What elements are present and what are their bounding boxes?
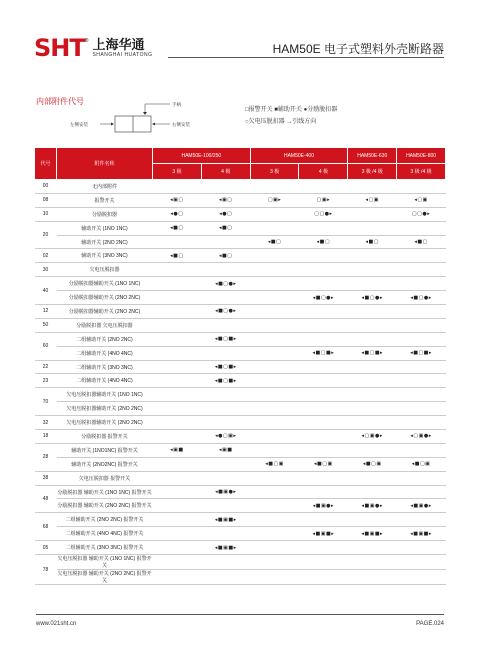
- wiring-symbol-cell: ▢▣▸: [250, 193, 299, 207]
- header-pole: 3 极 /4 极: [397, 164, 446, 180]
- wiring-symbol-cell: ◂■▢■▸: [201, 332, 250, 346]
- table-row: [35, 485, 446, 499]
- header-pole: 3 极: [153, 164, 202, 180]
- accessory-code: 12: [35, 305, 57, 319]
- wiring-symbol-cell: [201, 180, 250, 194]
- accessory-name: 欠电压脱扣器辅助开关 (1NO 1NC): [57, 388, 153, 402]
- wiring-symbol-cell: ◂■▢■▸: [201, 360, 250, 374]
- wiring-symbol-cell: [348, 249, 397, 263]
- header-name: 附件名称: [57, 148, 153, 180]
- accessory-name: 分励脱扣器 辅助开关 (2NO 2NC) 报警开关: [57, 499, 153, 513]
- accessory-name: 分励脱扣器 欠电压脱扣器: [57, 318, 153, 332]
- wiring-symbol-cell: ◂■▣■▸: [201, 541, 250, 555]
- table-row: [35, 527, 446, 541]
- wiring-symbol-cell: [348, 416, 397, 430]
- wiring-symbol-cell: [153, 570, 202, 585]
- wiring-symbol-cell: ◂■▢▣: [397, 457, 446, 471]
- wiring-symbol-cell: [153, 235, 202, 249]
- wiring-symbol-cell: [299, 249, 348, 263]
- wiring-symbol-cell: [348, 471, 397, 485]
- symbol-legend: [245, 104, 337, 128]
- handle-label: 手柄: [172, 102, 181, 107]
- wiring-symbol-cell: [397, 374, 446, 388]
- wiring-symbol-cell: ◂■▢: [153, 249, 202, 263]
- table-row: [35, 332, 446, 346]
- wiring-symbol-cell: ▢▣▸: [299, 193, 348, 207]
- wiring-symbol-cell: [201, 291, 250, 305]
- wiring-symbol-cell: ◂■▢●▸: [348, 291, 397, 305]
- wiring-symbol-cell: [201, 570, 250, 585]
- wiring-symbol-cell: ◂■▢: [397, 235, 446, 249]
- footer-page-number: PAGE.024: [416, 621, 444, 627]
- accessory-name: 二组辅助开关 (3NO 3NC) 报警开关: [57, 541, 153, 555]
- wiring-symbol-cell: [397, 249, 446, 263]
- wiring-symbol-cell: [348, 485, 397, 499]
- wiring-symbol-cell: [153, 457, 202, 471]
- wiring-symbol-cell: [397, 277, 446, 291]
- wiring-symbol-cell: [153, 485, 202, 499]
- wiring-symbol-cell: [348, 541, 397, 555]
- brand-name-en: SHANGHAI HUATONG: [92, 52, 153, 58]
- table-row: [35, 374, 446, 388]
- wiring-symbol-cell: [348, 374, 397, 388]
- footer-website: www.021sht.cn: [36, 621, 77, 627]
- wiring-symbol-cell: [201, 457, 250, 471]
- wiring-symbol-cell: [397, 555, 446, 570]
- table-row: [35, 305, 446, 319]
- wiring-symbol-cell: [153, 541, 202, 555]
- table-row: [35, 513, 446, 527]
- wiring-symbol-cell: [250, 277, 299, 291]
- wiring-symbol-cell: [299, 277, 348, 291]
- wiring-symbol-cell: ◂■▢▣: [250, 457, 299, 471]
- header-group-800: HAM50E-800: [397, 148, 446, 164]
- wiring-symbol-cell: ◂▢▣●▸: [348, 430, 397, 444]
- accessory-code: 32: [35, 416, 57, 430]
- wiring-symbol-cell: [250, 221, 299, 235]
- wiring-symbol-cell: [153, 402, 202, 416]
- accessory-code: 48: [35, 485, 57, 513]
- wiring-symbol-cell: [348, 402, 397, 416]
- table-row: [35, 221, 446, 235]
- wiring-symbol-cell: [153, 388, 202, 402]
- table-row: [35, 180, 446, 194]
- header-pole: 4 极: [201, 164, 250, 180]
- table-row: [35, 235, 446, 249]
- accessory-code: 18: [35, 430, 57, 444]
- table-row: [35, 277, 446, 291]
- accessory-name: 无内部附件: [57, 180, 153, 194]
- wiring-symbol-cell: [250, 430, 299, 444]
- wiring-symbol-cell: [348, 555, 397, 570]
- table-row: [35, 555, 446, 570]
- wiring-symbol-cell: ◂■▢▣: [348, 457, 397, 471]
- wiring-symbol-cell: [250, 443, 299, 457]
- wiring-symbol-cell: ◂▣▢: [201, 193, 250, 207]
- wiring-symbol-cell: [397, 443, 446, 457]
- wiring-symbol-cell: [153, 527, 202, 541]
- accessory-name: 分励脱扣器 辅助开关 (1NO 1NC) 报警开关: [57, 485, 153, 499]
- wiring-symbol-cell: [299, 402, 348, 416]
- wiring-symbol-cell: [348, 332, 397, 346]
- accessory-name: 欠电压脱扣器 辅助开关 (1NO 1NC) 报警开关: [57, 556, 152, 570]
- wiring-symbol-cell: ◂■▢■▸: [299, 346, 348, 360]
- section-title: 内部附件代号: [36, 97, 84, 106]
- wiring-symbol-cell: [348, 277, 397, 291]
- wiring-symbol-cell: [348, 360, 397, 374]
- header-pole: 3 极: [250, 164, 299, 180]
- wiring-symbol-cell: [299, 332, 348, 346]
- wiring-symbol-cell: [153, 360, 202, 374]
- wiring-symbol-cell: [299, 430, 348, 444]
- wiring-symbol-cell: [299, 443, 348, 457]
- accessory-name: 欠电压脱扣器 报警开关: [57, 471, 153, 485]
- wiring-symbol-cell: [250, 263, 299, 277]
- header-group-400: HAM50E-400: [250, 148, 348, 164]
- wiring-symbol-cell: [201, 471, 250, 485]
- accessory-name: 欠电压脱扣器: [57, 263, 153, 277]
- wiring-symbol-cell: [153, 291, 202, 305]
- wiring-symbol-cell: [250, 416, 299, 430]
- wiring-symbol-cell: [397, 221, 446, 235]
- accessory-name: 二组辅助开关 (4NO 4NC) 报警开关: [57, 527, 153, 541]
- accessory-code: 60: [35, 332, 57, 360]
- wiring-symbol-cell: [250, 374, 299, 388]
- brand-name: [92, 38, 152, 58]
- accessory-name: 二组辅助开关 (2NO 2NC) 报警开关: [57, 513, 153, 527]
- wiring-symbol-cell: [201, 555, 250, 570]
- wiring-symbol-cell: [299, 555, 348, 570]
- accessory-code: 78: [35, 555, 57, 585]
- wiring-symbol-cell: ◂●▢: [153, 207, 202, 221]
- wiring-symbol-cell: ◂■▣■▸: [201, 513, 250, 527]
- accessory-name: 辅助开关 (2NO 2NC): [57, 235, 153, 249]
- wiring-symbol-cell: [153, 263, 202, 277]
- wiring-symbol-cell: [250, 305, 299, 319]
- wiring-symbol-cell: [250, 360, 299, 374]
- installation-diagram: [70, 100, 240, 140]
- table-row: [35, 443, 446, 457]
- wiring-symbol-cell: [397, 471, 446, 485]
- wiring-symbol-cell: ◂■▣■▸: [348, 527, 397, 541]
- wiring-symbol-cell: ◂■▢▣: [299, 457, 348, 471]
- legend-line-2: ○欠电压脱扣器 →引线方向: [245, 119, 317, 125]
- table-row: [35, 249, 446, 263]
- wiring-symbol-cell: [201, 402, 250, 416]
- accessory-name: 欠电压脱扣器辅助开关 (2NO 2NC): [57, 416, 153, 430]
- wiring-symbol-cell: ◂■▢: [299, 235, 348, 249]
- wiring-symbol-cell: [201, 499, 250, 513]
- wiring-symbol-cell: ◂■▢●▸: [299, 291, 348, 305]
- accessory-table-body: [35, 180, 446, 585]
- wiring-symbol-cell: [250, 332, 299, 346]
- wiring-symbol-cell: [299, 485, 348, 499]
- wiring-symbol-cell: [397, 332, 446, 346]
- wiring-symbol-cell: [299, 318, 348, 332]
- accessory-name: 辅助开关 (3NO 3NC): [57, 249, 153, 263]
- table-row: [35, 388, 446, 402]
- wiring-symbol-cell: [299, 541, 348, 555]
- header-code: 代号: [35, 148, 57, 180]
- wiring-symbol-cell: ◂■▢: [201, 249, 250, 263]
- left-install-label: 左侧安装: [70, 122, 88, 127]
- wiring-symbol-cell: [299, 513, 348, 527]
- wiring-symbol-cell: ◂▢▣: [348, 193, 397, 207]
- table-row: [35, 346, 446, 360]
- header-pole: 3 极 /4 极: [348, 164, 397, 180]
- accessory-code: 20: [35, 221, 57, 249]
- table-row: [35, 416, 446, 430]
- wiring-symbol-cell: ◂■▢: [201, 221, 250, 235]
- accessory-name: 辅助开关 (1NO 1NC): [57, 221, 153, 235]
- accessory-name: 分励脱扣器: [57, 207, 153, 221]
- wiring-symbol-cell: ◂■▢●▸: [201, 305, 250, 319]
- wiring-symbol-cell: [348, 263, 397, 277]
- wiring-symbol-cell: ▢▢●▸: [299, 207, 348, 221]
- wiring-symbol-cell: [397, 402, 446, 416]
- wiring-symbol-cell: [397, 570, 446, 585]
- table-row: [35, 263, 446, 277]
- accessory-name: 二组辅助开关 (3NO 3NC): [57, 360, 153, 374]
- accessory-code: 05: [35, 541, 57, 555]
- accessory-code: 22: [35, 360, 57, 374]
- accessory-code: 02: [35, 249, 57, 263]
- wiring-symbol-cell: [153, 374, 202, 388]
- wiring-symbol-cell: [153, 277, 202, 291]
- wiring-symbol-cell: [250, 388, 299, 402]
- wiring-symbol-cell: ◂■▣●▸: [299, 499, 348, 513]
- wiring-symbol-cell: [348, 443, 397, 457]
- wiring-symbol-cell: [299, 263, 348, 277]
- wiring-symbol-cell: ◂■▢●▸: [397, 291, 446, 305]
- wiring-symbol-cell: [153, 430, 202, 444]
- accessory-code: 10: [35, 207, 57, 221]
- wiring-symbol-cell: [250, 499, 299, 513]
- accessory-code: 28: [35, 443, 57, 471]
- table-row: [35, 457, 446, 471]
- wiring-symbol-cell: ▢▢●▸: [397, 207, 446, 221]
- accessory-name: 二组辅助开关 (2NO 2NC): [57, 332, 153, 346]
- wiring-symbol-cell: ◂●▢: [201, 207, 250, 221]
- wiring-symbol-cell: ◂■▢●▸: [201, 277, 250, 291]
- wiring-symbol-cell: ◂■▣●▸: [397, 499, 446, 513]
- brand-name-cn: 上海华通: [92, 37, 145, 52]
- accessory-name: 欠电压脱扣器 辅助开关 (2NO 2NC) 报警开关: [57, 571, 152, 585]
- header-group-100-250: HAM50E-100/250: [153, 148, 251, 164]
- table-row: [35, 471, 446, 485]
- legend-line-1: □报警开关 ■辅助开关 ●分励脱扣器: [245, 107, 338, 113]
- wiring-symbol-cell: ◂■▢: [153, 221, 202, 235]
- wiring-symbol-cell: [250, 541, 299, 555]
- wiring-symbol-cell: [299, 360, 348, 374]
- right-install-label: 右侧安装: [172, 122, 190, 127]
- wiring-symbol-cell: [153, 513, 202, 527]
- accessory-code: 40: [35, 277, 57, 305]
- wiring-symbol-cell: [153, 471, 202, 485]
- wiring-symbol-cell: [250, 346, 299, 360]
- wiring-symbol-cell: [397, 513, 446, 527]
- accessory-name: 二组辅助开关 (4NO 4NC): [57, 346, 153, 360]
- wiring-symbol-cell: [397, 485, 446, 499]
- accessory-code: 50: [35, 318, 57, 332]
- table-row: [35, 430, 446, 444]
- wiring-symbol-cell: [153, 305, 202, 319]
- wiring-symbol-cell: [153, 180, 202, 194]
- brand-mark: SHT: [34, 34, 85, 62]
- wiring-symbol-cell: ◂▣■: [201, 443, 250, 457]
- wiring-symbol-cell: [250, 513, 299, 527]
- table-row: [35, 318, 446, 332]
- wiring-symbol-cell: [299, 305, 348, 319]
- wiring-symbol-cell: [201, 416, 250, 430]
- wiring-symbol-cell: [153, 555, 202, 570]
- wiring-symbol-cell: ◂▢▣●▸: [397, 430, 446, 444]
- wiring-symbol-cell: [250, 207, 299, 221]
- wiring-symbol-cell: ◂■▣●▸: [348, 499, 397, 513]
- wiring-symbol-cell: [250, 402, 299, 416]
- wiring-symbol-cell: [250, 527, 299, 541]
- wiring-symbol-cell: ◂■▣■▸: [299, 527, 348, 541]
- accessory-name: 分励脱扣器辅助开关 (2NO 2NC): [57, 305, 153, 319]
- wiring-symbol-cell: ◂●▢▣▸: [201, 430, 250, 444]
- accessory-name: 分励脱扣器辅助开关 (1NO 1NC): [57, 277, 153, 291]
- accessory-name: 分励脱扣器 报警开关: [57, 430, 153, 444]
- wiring-symbol-cell: [153, 499, 202, 513]
- wiring-symbol-cell: [397, 318, 446, 332]
- handle-arrow: [143, 112, 147, 115]
- accessory-name: 报警开关: [57, 193, 153, 207]
- accessory-code: 38: [35, 471, 57, 485]
- wiring-symbol-cell: [201, 235, 250, 249]
- table-header-row-groups: [35, 148, 446, 164]
- wiring-symbol-cell: [201, 346, 250, 360]
- wiring-symbol-cell: [397, 416, 446, 430]
- wiring-symbol-cell: [348, 513, 397, 527]
- accessory-name: 辅助开关 (1NO1NC) 报警开关: [57, 443, 153, 457]
- footer-divider: [36, 614, 444, 615]
- wiring-symbol-cell: ◂■▢: [348, 235, 397, 249]
- wiring-symbol-cell: [201, 388, 250, 402]
- wiring-symbol-cell: [250, 471, 299, 485]
- wiring-symbol-cell: [299, 471, 348, 485]
- wiring-symbol-cell: [250, 485, 299, 499]
- accessory-code: 70: [35, 388, 57, 416]
- accessory-code-table: [34, 147, 446, 585]
- table-row: [35, 207, 446, 221]
- header-divider: [168, 57, 444, 58]
- wiring-symbol-cell: ◂■▣■▸: [397, 527, 446, 541]
- wiring-symbol-cell: [397, 360, 446, 374]
- accessory-code: 00: [35, 180, 57, 194]
- wiring-symbol-cell: [153, 346, 202, 360]
- accessory-code: 23: [35, 374, 57, 388]
- wiring-symbol-cell: [250, 180, 299, 194]
- wiring-symbol-cell: [299, 388, 348, 402]
- header-group-630: HAM50E-630: [348, 148, 397, 164]
- wiring-symbol-cell: ◂■▢: [250, 235, 299, 249]
- accessory-name: 分励脱扣器辅助开关 (2NO 2NC): [57, 291, 153, 305]
- accessory-code: 08: [35, 193, 57, 207]
- accessory-name: 欠电压脱扣器辅助开关 (2NO 2NC): [57, 402, 153, 416]
- wiring-symbol-cell: [348, 180, 397, 194]
- table-row: [35, 291, 446, 305]
- wiring-symbol-cell: [250, 318, 299, 332]
- wiring-symbol-cell: [397, 541, 446, 555]
- accessory-code: 30: [35, 263, 57, 277]
- wiring-symbol-cell: [201, 263, 250, 277]
- wiring-symbol-cell: [153, 332, 202, 346]
- wiring-symbol-cell: [299, 180, 348, 194]
- wiring-symbol-cell: [250, 555, 299, 570]
- wiring-symbol-cell: [153, 416, 202, 430]
- wiring-symbol-cell: [397, 388, 446, 402]
- table-row: [35, 360, 446, 374]
- wiring-symbol-cell: [250, 291, 299, 305]
- wiring-symbol-cell: [348, 318, 397, 332]
- wiring-symbol-cell: [299, 570, 348, 585]
- table-row: [35, 193, 446, 207]
- wiring-symbol-cell: [348, 207, 397, 221]
- wiring-symbol-cell: ◂■▢■▸: [397, 346, 446, 360]
- wiring-symbol-cell: [250, 249, 299, 263]
- wiring-symbol-cell: [348, 570, 397, 585]
- header-pole: 4 极: [299, 164, 348, 180]
- wiring-symbol-cell: [201, 318, 250, 332]
- wiring-symbol-cell: [348, 305, 397, 319]
- brand-logo: [34, 34, 152, 62]
- table-row: [35, 570, 446, 585]
- wiring-symbol-cell: [153, 318, 202, 332]
- wiring-symbol-cell: [299, 221, 348, 235]
- accessory-name: 辅助开关 (2NO2NC) 报警开关: [57, 457, 153, 471]
- wiring-symbol-cell: [397, 180, 446, 194]
- table-row: [35, 541, 446, 555]
- wiring-symbol-cell: ◂■▢■▸: [348, 346, 397, 360]
- wiring-symbol-cell: [397, 305, 446, 319]
- wiring-symbol-cell: [348, 221, 397, 235]
- accessory-name: 二组辅助开关 (4NO 4NC): [57, 374, 153, 388]
- document-title: HAM50E 电子式塑料外壳断路器: [272, 42, 444, 56]
- wiring-symbol-cell: [348, 388, 397, 402]
- wiring-symbol-cell: [299, 416, 348, 430]
- wiring-symbol-cell: ◂▣■: [153, 443, 202, 457]
- wiring-symbol-cell: ◂▢▣: [397, 193, 446, 207]
- table-row: [35, 499, 446, 513]
- wiring-symbol-cell: ◂■▢■▸: [201, 374, 250, 388]
- registered-mark: ®: [84, 38, 89, 44]
- wiring-symbol-cell: [201, 527, 250, 541]
- wiring-symbol-cell: ◂■▣●▸: [201, 485, 250, 499]
- wiring-symbol-cell: [299, 374, 348, 388]
- accessory-code: 68: [35, 513, 57, 541]
- wiring-symbol-cell: [250, 570, 299, 585]
- wiring-symbol-cell: ◂▣▢: [153, 193, 202, 207]
- table-row: [35, 402, 446, 416]
- wiring-symbol-cell: [397, 263, 446, 277]
